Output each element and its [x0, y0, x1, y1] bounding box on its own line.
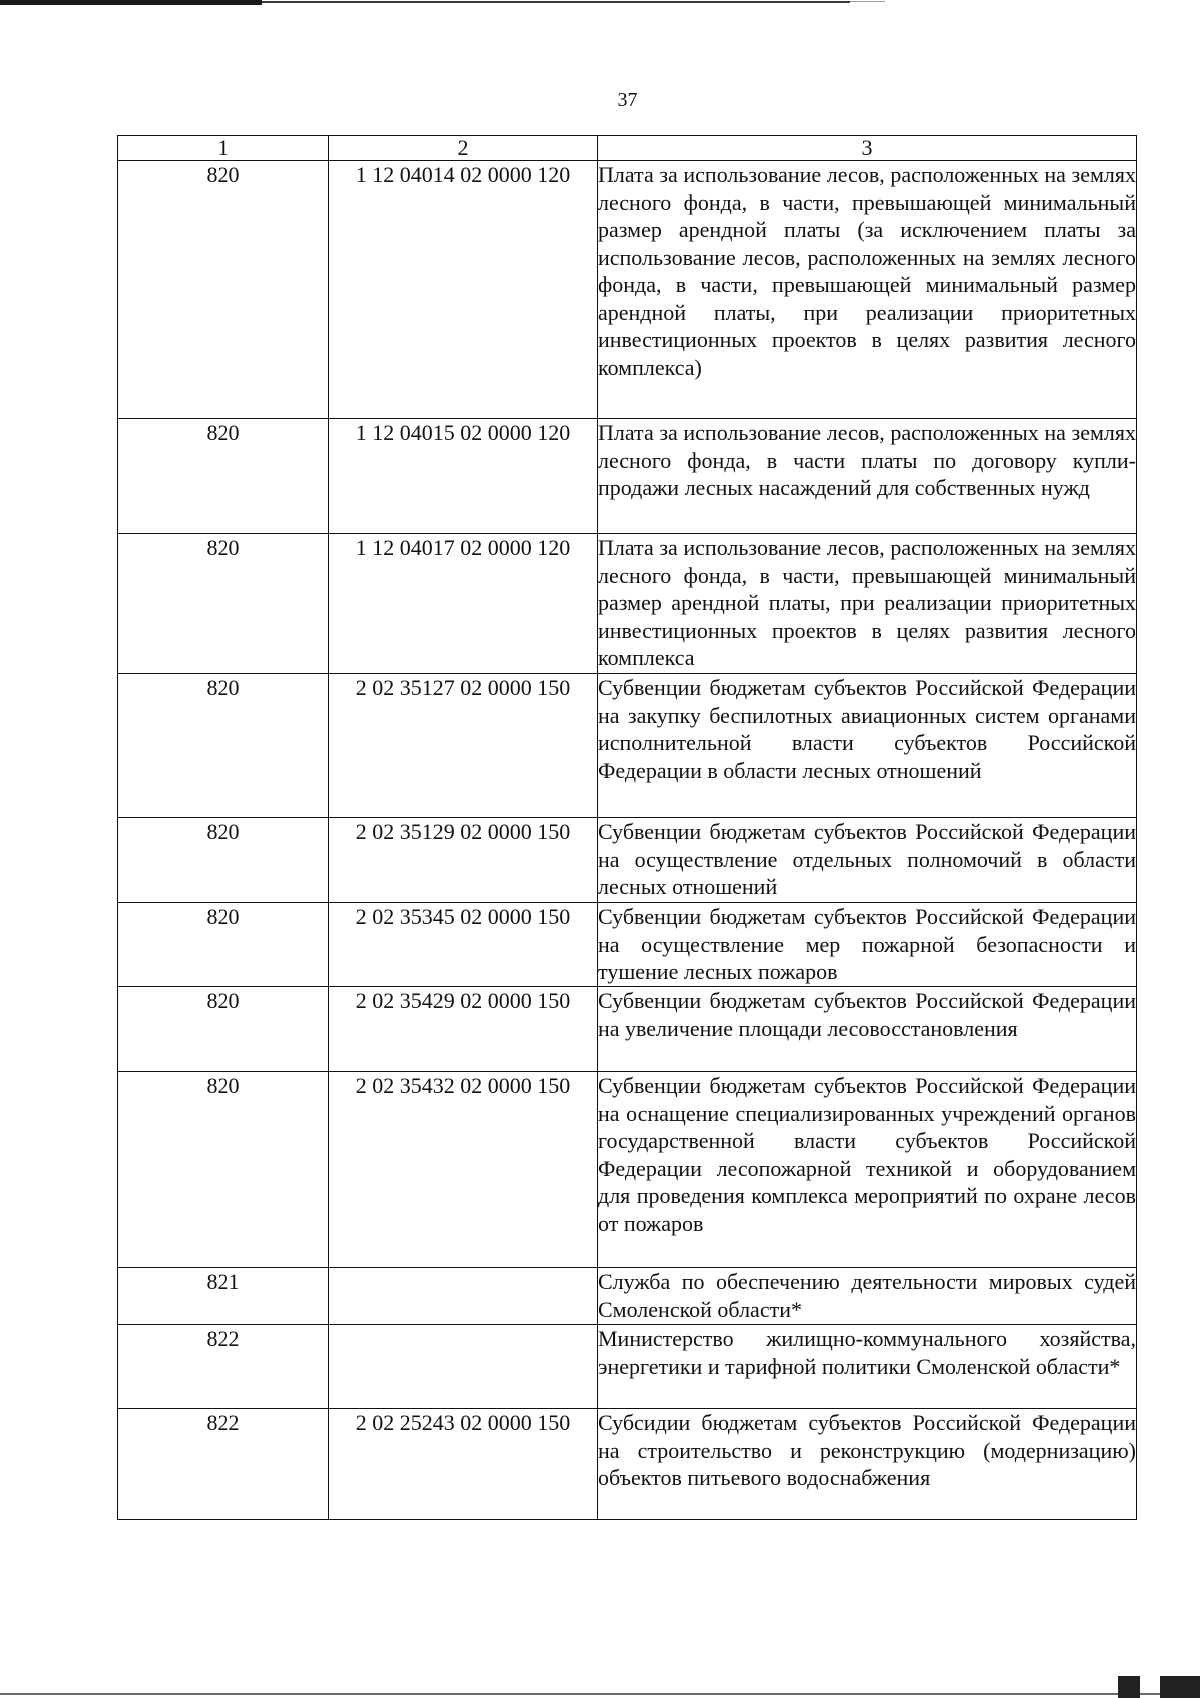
revenue-code-cell: 1 12 04017 02 0000 120	[329, 534, 598, 674]
revenue-code-cell	[329, 1268, 598, 1325]
admin-code-cell: 820	[118, 161, 329, 419]
revenue-name-cell: Субвенции бюджетам субъектов Российской Федерации на осуществление мер пожарной безопасности и тушение лесных пожаров	[598, 903, 1137, 987]
table-row	[118, 534, 1137, 674]
table-header-row	[118, 136, 1137, 161]
admin-code-cell: 820	[118, 534, 329, 674]
table-row	[118, 903, 1137, 987]
table-row	[118, 987, 1137, 1072]
revenue-codes-table	[117, 135, 1137, 1520]
scan-top-edge-thin	[262, 1, 850, 3]
revenue-name-cell: Министерство жилищно-коммунального хозяйства, энергетики и тарифной политики Смоленской области*	[598, 1325, 1137, 1409]
page-number: 37	[617, 89, 638, 111]
admin-code-cell: 820	[118, 419, 329, 534]
revenue-name-cell: Субвенции бюджетам субъектов Российской Федерации на увеличение площади лесовосстановления	[598, 987, 1137, 1072]
revenue-code-cell: 2 02 35432 02 0000 150	[329, 1072, 598, 1268]
admin-code-cell: 822	[118, 1325, 329, 1409]
table-row	[118, 818, 1137, 903]
revenue-code-cell: 2 02 35345 02 0000 150	[329, 903, 598, 987]
revenue-name-cell: Субвенции бюджетам субъектов Российской Федерации на оснащение специализированных учреждений органов государственной власти субъектов Российской Федерации лесопожарной техникой и оборудованием для проведения комплекса мероприятий по охране лесов от пожаров	[598, 1072, 1137, 1268]
scan-corner-mark	[1118, 1676, 1140, 1698]
table-header	[118, 136, 1137, 161]
table-row	[118, 1072, 1137, 1268]
scan-top-edge-thick	[0, 0, 262, 5]
admin-code-cell: 820	[118, 1072, 329, 1268]
table-body	[118, 161, 1137, 1520]
scan-corner-mark	[1160, 1676, 1200, 1698]
admin-code-cell: 821	[118, 1268, 329, 1325]
revenue-code-cell: 2 02 35129 02 0000 150	[329, 818, 598, 903]
revenue-code-cell: 2 02 35429 02 0000 150	[329, 987, 598, 1072]
revenue-code-cell	[329, 1325, 598, 1409]
admin-code-cell: 820	[118, 987, 329, 1072]
revenue-code-cell: 2 02 35127 02 0000 150	[329, 674, 598, 818]
admin-code-cell: 820	[118, 674, 329, 818]
revenue-name-cell: Субсидии бюджетам субъектов Российской Федерации на строительство и реконструкцию (модернизацию) объектов питьевого водоснабжения	[598, 1409, 1137, 1520]
table-row	[118, 1268, 1137, 1325]
revenue-code-cell: 1 12 04015 02 0000 120	[329, 419, 598, 534]
revenue-name-cell: Плата за использование лесов, расположенных на землях лесного фонда, в части платы по договору купли-продажи лесных насаждений для собственных нужд	[598, 419, 1137, 534]
table-row	[118, 674, 1137, 818]
revenue-name-cell: Служба по обеспечению деятельности мировых судей Смоленской области*	[598, 1268, 1137, 1325]
admin-code-cell: 822	[118, 1409, 329, 1520]
table-row	[118, 419, 1137, 534]
table-row	[118, 1325, 1137, 1409]
revenue-name-cell: Плата за использование лесов, расположенных на землях лесного фонда, в части, превышающей минимальный размер арендной платы (за исключением платы за использование лесов, расположенных на землях лесного фонда, в части, превышающей минимальный размер арендной платы, при реализации приоритетных инвестиционных проектов в целях развития лесного комплекса)	[598, 161, 1137, 419]
scan-top-edge-faint	[850, 1, 885, 2]
revenue-code-cell: 2 02 25243 02 0000 150	[329, 1409, 598, 1520]
header-cell-3: 3	[598, 136, 1137, 161]
table-row	[118, 161, 1137, 419]
admin-code-cell: 820	[118, 818, 329, 903]
header-cell-1: 1	[118, 136, 329, 161]
revenue-code-cell: 1 12 04014 02 0000 120	[329, 161, 598, 419]
table-row	[118, 1409, 1137, 1520]
admin-code-cell: 820	[118, 903, 329, 987]
revenue-name-cell: Субвенции бюджетам субъектов Российской Федерации на осуществление отдельных полномочий в области лесных отношений	[598, 818, 1137, 903]
scan-bottom-edge	[0, 1693, 1200, 1695]
revenue-name-cell: Плата за использование лесов, расположенных на землях лесного фонда, в части, превышающей минимальный размер арендной платы, при реализации приоритетных инвестиционных проектов в целях развития лесного комплекса	[598, 534, 1137, 674]
header-cell-2: 2	[329, 136, 598, 161]
revenue-name-cell: Субвенции бюджетам субъектов Российской Федерации на закупку беспилотных авиационных систем органами исполнительной власти субъектов Российской Федерации в области лесных отношений	[598, 674, 1137, 818]
